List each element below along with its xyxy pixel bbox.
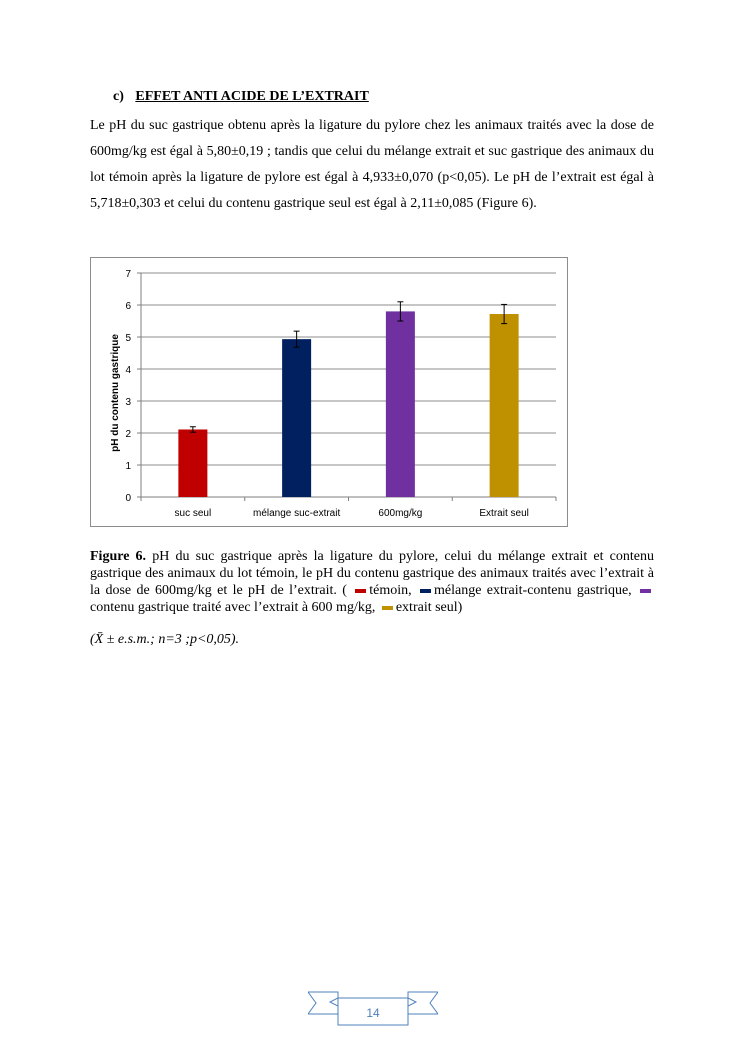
y-tick-label: 2 [125, 429, 131, 440]
y-tick-label: 0 [125, 493, 131, 504]
legend-text-melange: mélange extrait-contenu gastrique, [434, 583, 632, 598]
section-label: c) [113, 89, 124, 104]
legend-text-extrait: extrait seul) [395, 600, 463, 615]
x-tick-label: Extrait seul [479, 508, 529, 519]
section-title: EFFET ANTI ACIDE DE L’EXTRAIT [135, 89, 369, 104]
legend-swatch-temoin [355, 589, 366, 593]
bar-4 [490, 314, 519, 497]
y-tick-label: 7 [125, 269, 131, 280]
y-tick-label: 6 [125, 301, 131, 312]
section-heading [113, 89, 369, 105]
caption-text: pH du suc gastrique après la ligature du pylore, celui du mélange extrait et contenu gastrique des animaux du lot témoin, le pH du contenu gastrique des animaux traités avec l’extrait à la dose de 600mg/kg et le pH de l’extrait. ( [90, 549, 654, 598]
chart-svg [91, 258, 569, 528]
body-paragraph: Le pH du suc gastrique obtenu après la ligature du pylore chez les animaux traités avec la dose de 600mg/kg est égal à 5,80±0,19 ; tandis que celui du mélange extrait et suc gastrique des animaux du lot témoin après la ligature de pylore est égal à 4,933±0,070 (p<0,05). Le pH de l’extrait est égal à 5,718±0,303 et celui du contenu gastrique seul est égal à 2,11±0,085 (Figure 6). [90, 118, 654, 211]
bar-3 [386, 311, 415, 497]
y-tick-label: 3 [125, 397, 131, 408]
figure-caption [90, 548, 654, 616]
bar-2 [282, 339, 311, 497]
legend-swatch-extrait [382, 606, 393, 610]
legend-swatch-traite [640, 589, 651, 593]
bar-chart [90, 257, 568, 527]
y-tick-label: 5 [125, 333, 131, 344]
x-tick-label: mélange suc-extrait [252, 508, 341, 519]
y-tick-label: 1 [125, 461, 131, 472]
legend-swatch-melange [420, 589, 431, 593]
legend-text-temoin: témoin, [369, 583, 412, 598]
y-axis-label: pH du contenu gastrique [110, 334, 121, 452]
y-tick-label: 4 [125, 365, 131, 376]
bar-layer [178, 302, 518, 497]
x-tick-label: 600mg/kg [378, 508, 423, 519]
legend-text-traite: contenu gastrique traité avec l’extrait à 600 mg/kg, [90, 600, 376, 615]
x-tick-label: suc seul [174, 508, 212, 519]
page-number-ribbon [308, 990, 438, 1026]
stats-note: (X̄ ± e.s.m.; n=3 ;p<0,05). [90, 632, 240, 647]
page-number: 14 [366, 1006, 380, 1020]
bar-1 [178, 429, 207, 497]
caption-label: Figure 6. [90, 549, 147, 564]
